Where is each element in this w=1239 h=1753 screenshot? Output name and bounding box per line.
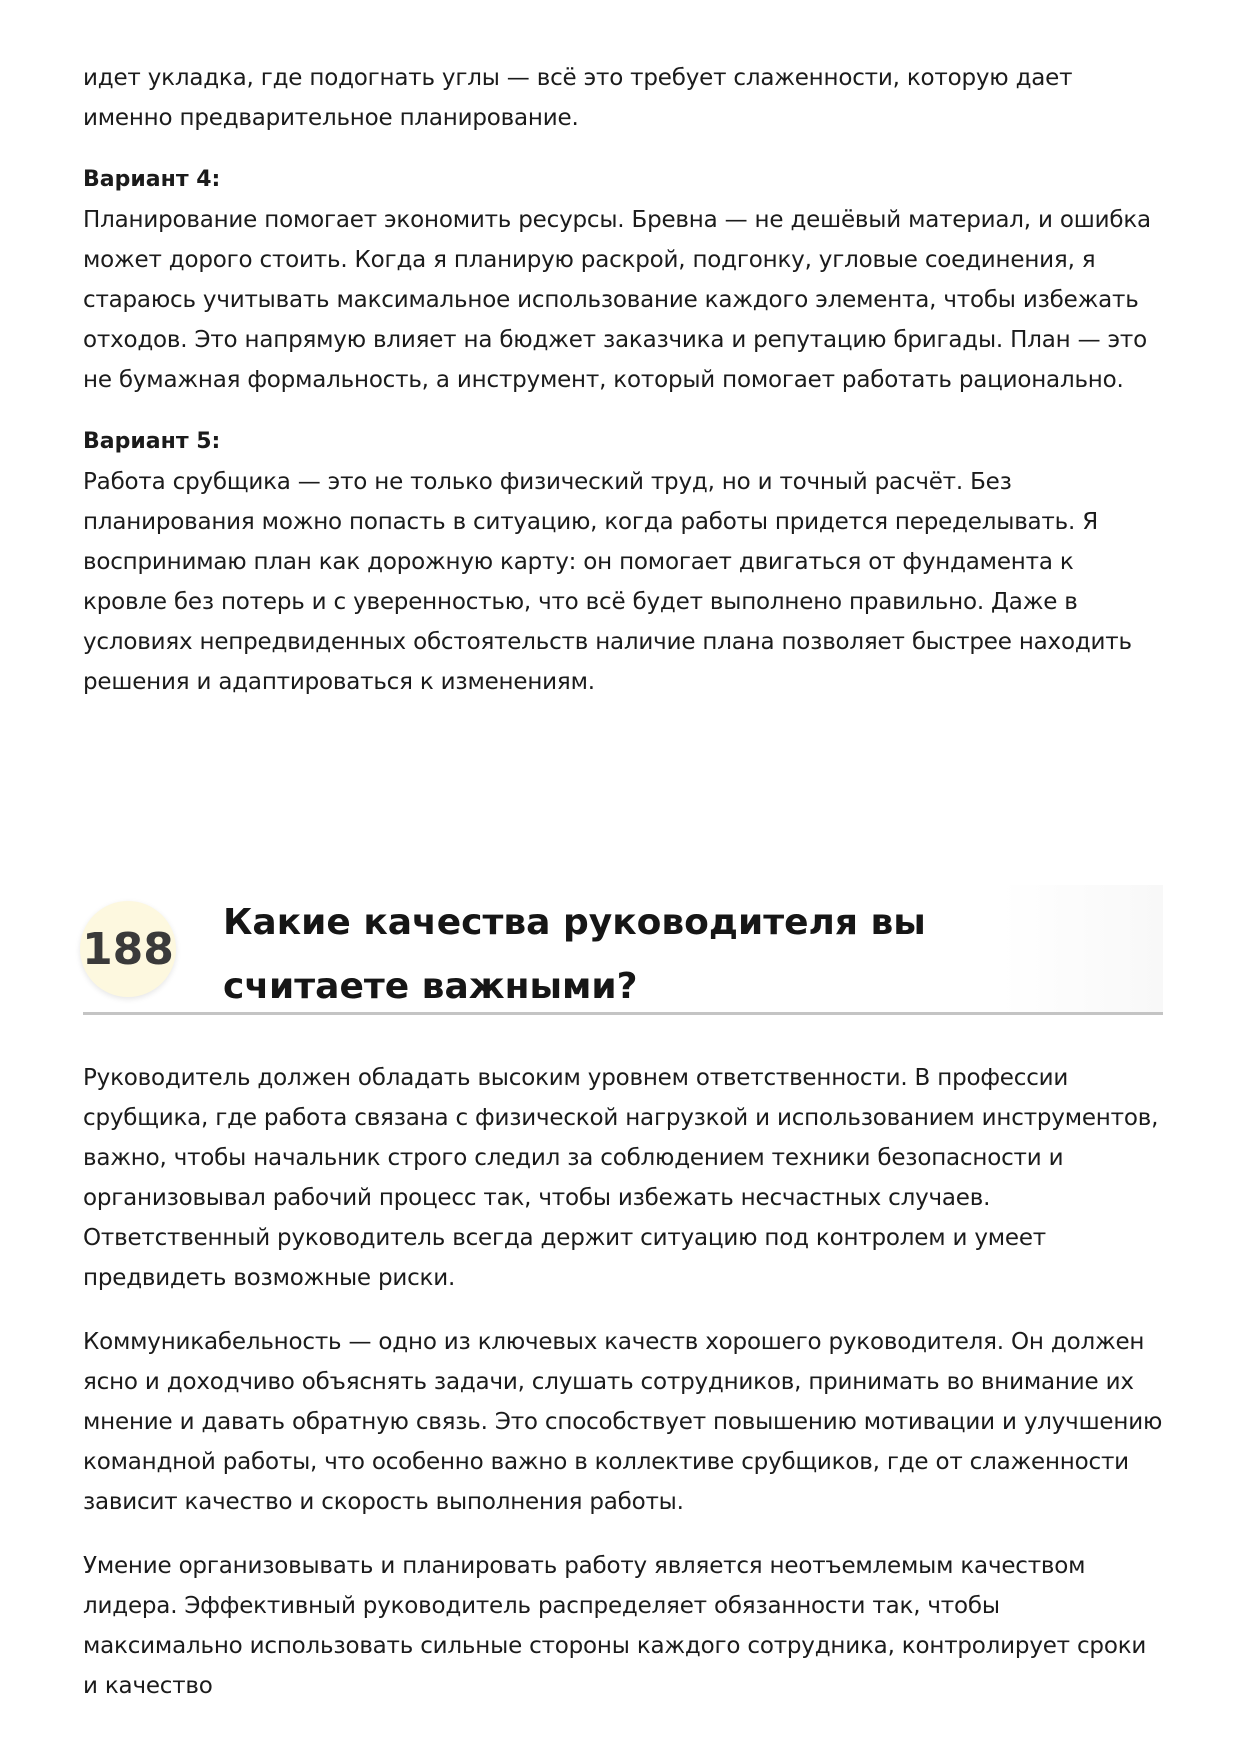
- answer-paragraph: Умение организовывать и планировать работу является неотъемлемым качеством лидера. Эффективный руководитель распределяет обязанности так, чтобы максимально использовать сильные стороны каждого сотрудника, контролирует сроки и качество: [83, 1553, 1147, 1699]
- intro-tail-paragraph: идет укладка, где подогнать углы — всё это требует слаженности, которую дает именно предварительное планирование.: [83, 65, 1073, 131]
- variant-block: [83, 160, 1163, 400]
- question-header: [83, 885, 1163, 1015]
- question-number-badge: 188: [80, 901, 176, 997]
- variant-title: Вариант 4:: [83, 167, 221, 192]
- answer-paragraph: Руководитель должен обладать высоким уровнем ответственности. В профессии срубщика, где работа связана с физической нагрузкой и использованием инструментов, важно, чтобы начальник строго следил за соблюдением техники безопасности и организовывал рабочий процесс так, чтобы избежать несчастных случаев. Ответственный руководитель всегда держит ситуацию под контролем и умеет предвидеть возможные риски.: [83, 1065, 1159, 1291]
- variant-text: Работа срубщика — это не только физический труд, но и точный расчёт. Без планирования можно попасть в ситуацию, когда работы придется переделывать. Я воспринимаю план как дорожную карту: он помогает двигаться от фундамента к кровле без потерь и с уверенностью, что всё будет выполнено правильно. Даже в условиях непредвиденных обстоятельств наличие плана позволяет быстрее находить решения и адаптироваться к изменениям.: [83, 469, 1132, 695]
- variant-text: Планирование помогает экономить ресурсы. Бревна — не дешёвый материал, и ошибка может дорого стоить. Когда я планирую раскрой, подгонку, угловые соединения, я стараюсь учитывать максимальное использование каждого элемента, чтобы избежать отходов. Это напрямую влияет на бюджет заказчика и репутацию бригады. План — это не бумажная формальность, а инструмент, который помогает работать рационально.: [83, 207, 1151, 393]
- question-title: Какие качества руководителя вы считаете важными?: [223, 902, 926, 1007]
- variant-block: [83, 422, 1163, 702]
- variant-title: Вариант 5:: [83, 429, 221, 454]
- answer-paragraph: Коммуникабельность — одно из ключевых качеств хорошего руководителя. Он должен ясно и доходчиво объяснять задачи, слушать сотрудников, принимать во внимание их мнение и давать обратную связь. Это способствует повышению мотивации и улучшению командной работы, что особенно важно в коллективе срубщиков, где от слаженности зависит качество и скорость выполнения работы.: [83, 1329, 1163, 1515]
- previous-answer-section: [83, 58, 1163, 724]
- answer-section: [83, 1058, 1163, 1730]
